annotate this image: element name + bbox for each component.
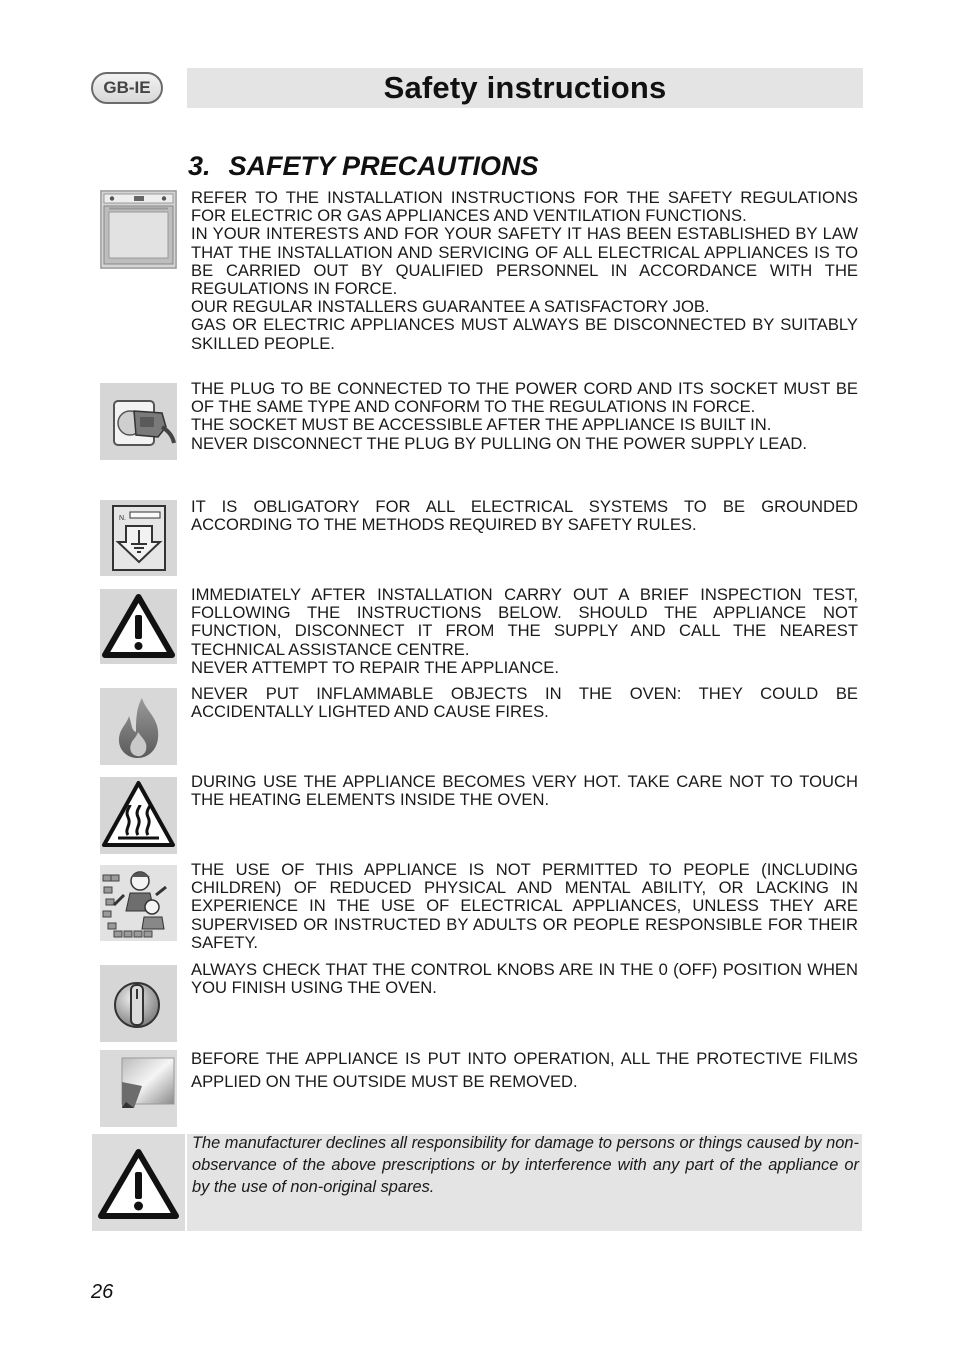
paragraph: BEFORE THE APPLIANCE IS PUT INTO OPERATION, ALL THE PROTECTIVE FILMS APPLIED ON THE OUTSIDE MUST BE REMOVED.	[191, 1049, 858, 1091]
paragraph: THE USE OF THIS APPLIANCE IS NOT PERMITTED TO PEOPLE (INCLUDING CHILDREN) OF REDUCED PHYSICAL AND MENTAL ABILITY, OR LACKING IN EXPERIENCE IN THE USE OF ELECTRICAL APPLIANCES, UNLESS THEY ARE SUPERVISED OR INSTRUCTED BY ADULTS OR PEOPLE RESPONSIBLE FOR THEIR SAFETY.	[191, 860, 858, 952]
page-title: Safety instructions	[383, 70, 667, 105]
built-in-oven-icon	[100, 190, 177, 269]
safety-item-film	[191, 1047, 858, 1093]
page-number: 26	[91, 1281, 114, 1303]
disclaimer-note	[187, 1134, 862, 1231]
ground-connection-icon	[100, 500, 177, 576]
svg-text:N.: N.	[119, 515, 126, 522]
warning-triangle-icon	[92, 1134, 185, 1231]
paragraph: IN YOUR INTERESTS AND FOR YOUR SAFETY IT HAS BEEN ESTABLISHED BY LAW THAT THE INSTALLATION AND SERVICING OF ALL ELECTRICAL APPLIANCES IS TO BE CARRIED OUT BY QUALIFIED PERSONNEL IN ACCORDANCE WITH THE REGULATIONS IN FORCE.	[191, 224, 858, 299]
language-badge: GB-IE	[91, 72, 163, 104]
paragraph: IT IS OBLIGATORY FOR ALL ELECTRICAL SYSTEMS TO BE GROUNDED ACCORDING TO THE METHODS REQUIRED BY SAFETY RULES.	[191, 497, 858, 535]
hot-surface-icon	[100, 777, 177, 854]
section-title: SAFETY PRECAUTIONS	[228, 151, 539, 181]
paragraph: THE SOCKET MUST BE ACCESSIBLE AFTER THE APPLIANCE IS BUILT IN.	[191, 415, 772, 435]
flame-icon	[100, 688, 177, 765]
page-header	[187, 68, 863, 108]
paragraph: OUR REGULAR INSTALLERS GUARANTEE A SATISFACTORY JOB.	[191, 297, 710, 317]
section-number: 3.	[188, 151, 211, 181]
plug-socket-icon	[100, 383, 177, 460]
safety-item-plug	[191, 380, 858, 453]
paragraph: ALWAYS CHECK THAT THE CONTROL KNOBS ARE IN THE 0 (OFF) POSITION WHEN YOU FINISH USING THE OVEN.	[191, 960, 858, 998]
children-icon	[100, 865, 177, 941]
paragraph: DURING USE THE APPLIANCE BECOMES VERY HOT. TAKE CARE NOT TO TOUCH THE HEATING ELEMENTS INSIDE THE OVEN.	[191, 772, 858, 810]
disclaimer-text: The manufacturer declines all responsibility for damage to persons or things caused by non-observance of the above prescriptions or by interference with any part of the appliance or by the use of non-original spares.	[192, 1134, 859, 1196]
paragraph: THE PLUG TO BE CONNECTED TO THE POWER CORD AND ITS SOCKET MUST BE OF THE SAME TYPE AND CONFORM TO THE REGULATIONS IN FORCE.	[191, 379, 858, 417]
protective-film-icon	[100, 1050, 177, 1127]
safety-item-ground	[191, 498, 858, 534]
safety-item-flammable	[191, 685, 858, 721]
safety-item-inspection	[191, 586, 858, 677]
paragraph: NEVER PUT INFLAMMABLE OBJECTS IN THE OVEN: THEY COULD BE ACCIDENTALLY LIGHTED AND CAUSE FIRES.	[191, 684, 858, 722]
paragraph: IMMEDIATELY AFTER INSTALLATION CARRY OUT A BRIEF INSPECTION TEST, FOLLOWING THE INSTRUCTIONS BELOW. SHOULD THE APPLIANCE NOT FUNCTION, DISCONNECT IT FROM THE SUPPLY AND CALL THE NEAREST TECHNICAL ASSISTANCE CENTRE.	[191, 585, 858, 659]
control-knob-icon	[100, 965, 177, 1042]
safety-item-hot	[191, 773, 858, 809]
safety-item-knobs	[191, 961, 858, 997]
warning-triangle-icon	[100, 589, 177, 664]
paragraph: NEVER DISCONNECT THE PLUG BY PULLING ON THE POWER SUPPLY LEAD.	[191, 433, 807, 453]
safety-item-oven	[191, 189, 858, 353]
section-heading	[188, 151, 539, 182]
paragraph: GAS OR ELECTRIC APPLIANCES MUST ALWAYS BE DISCONNECTED BY SUITABLY SKILLED PEOPLE.	[191, 315, 858, 353]
paragraph: REFER TO THE INSTALLATION INSTRUCTIONS FOR THE SAFETY REGULATIONS FOR ELECTRIC OR GAS APPLIANCES AND VENTILATION FUNCTIONS.	[191, 188, 858, 226]
safety-item-children	[191, 861, 858, 952]
paragraph: NEVER ATTEMPT TO REPAIR THE APPLIANCE.	[191, 657, 559, 677]
